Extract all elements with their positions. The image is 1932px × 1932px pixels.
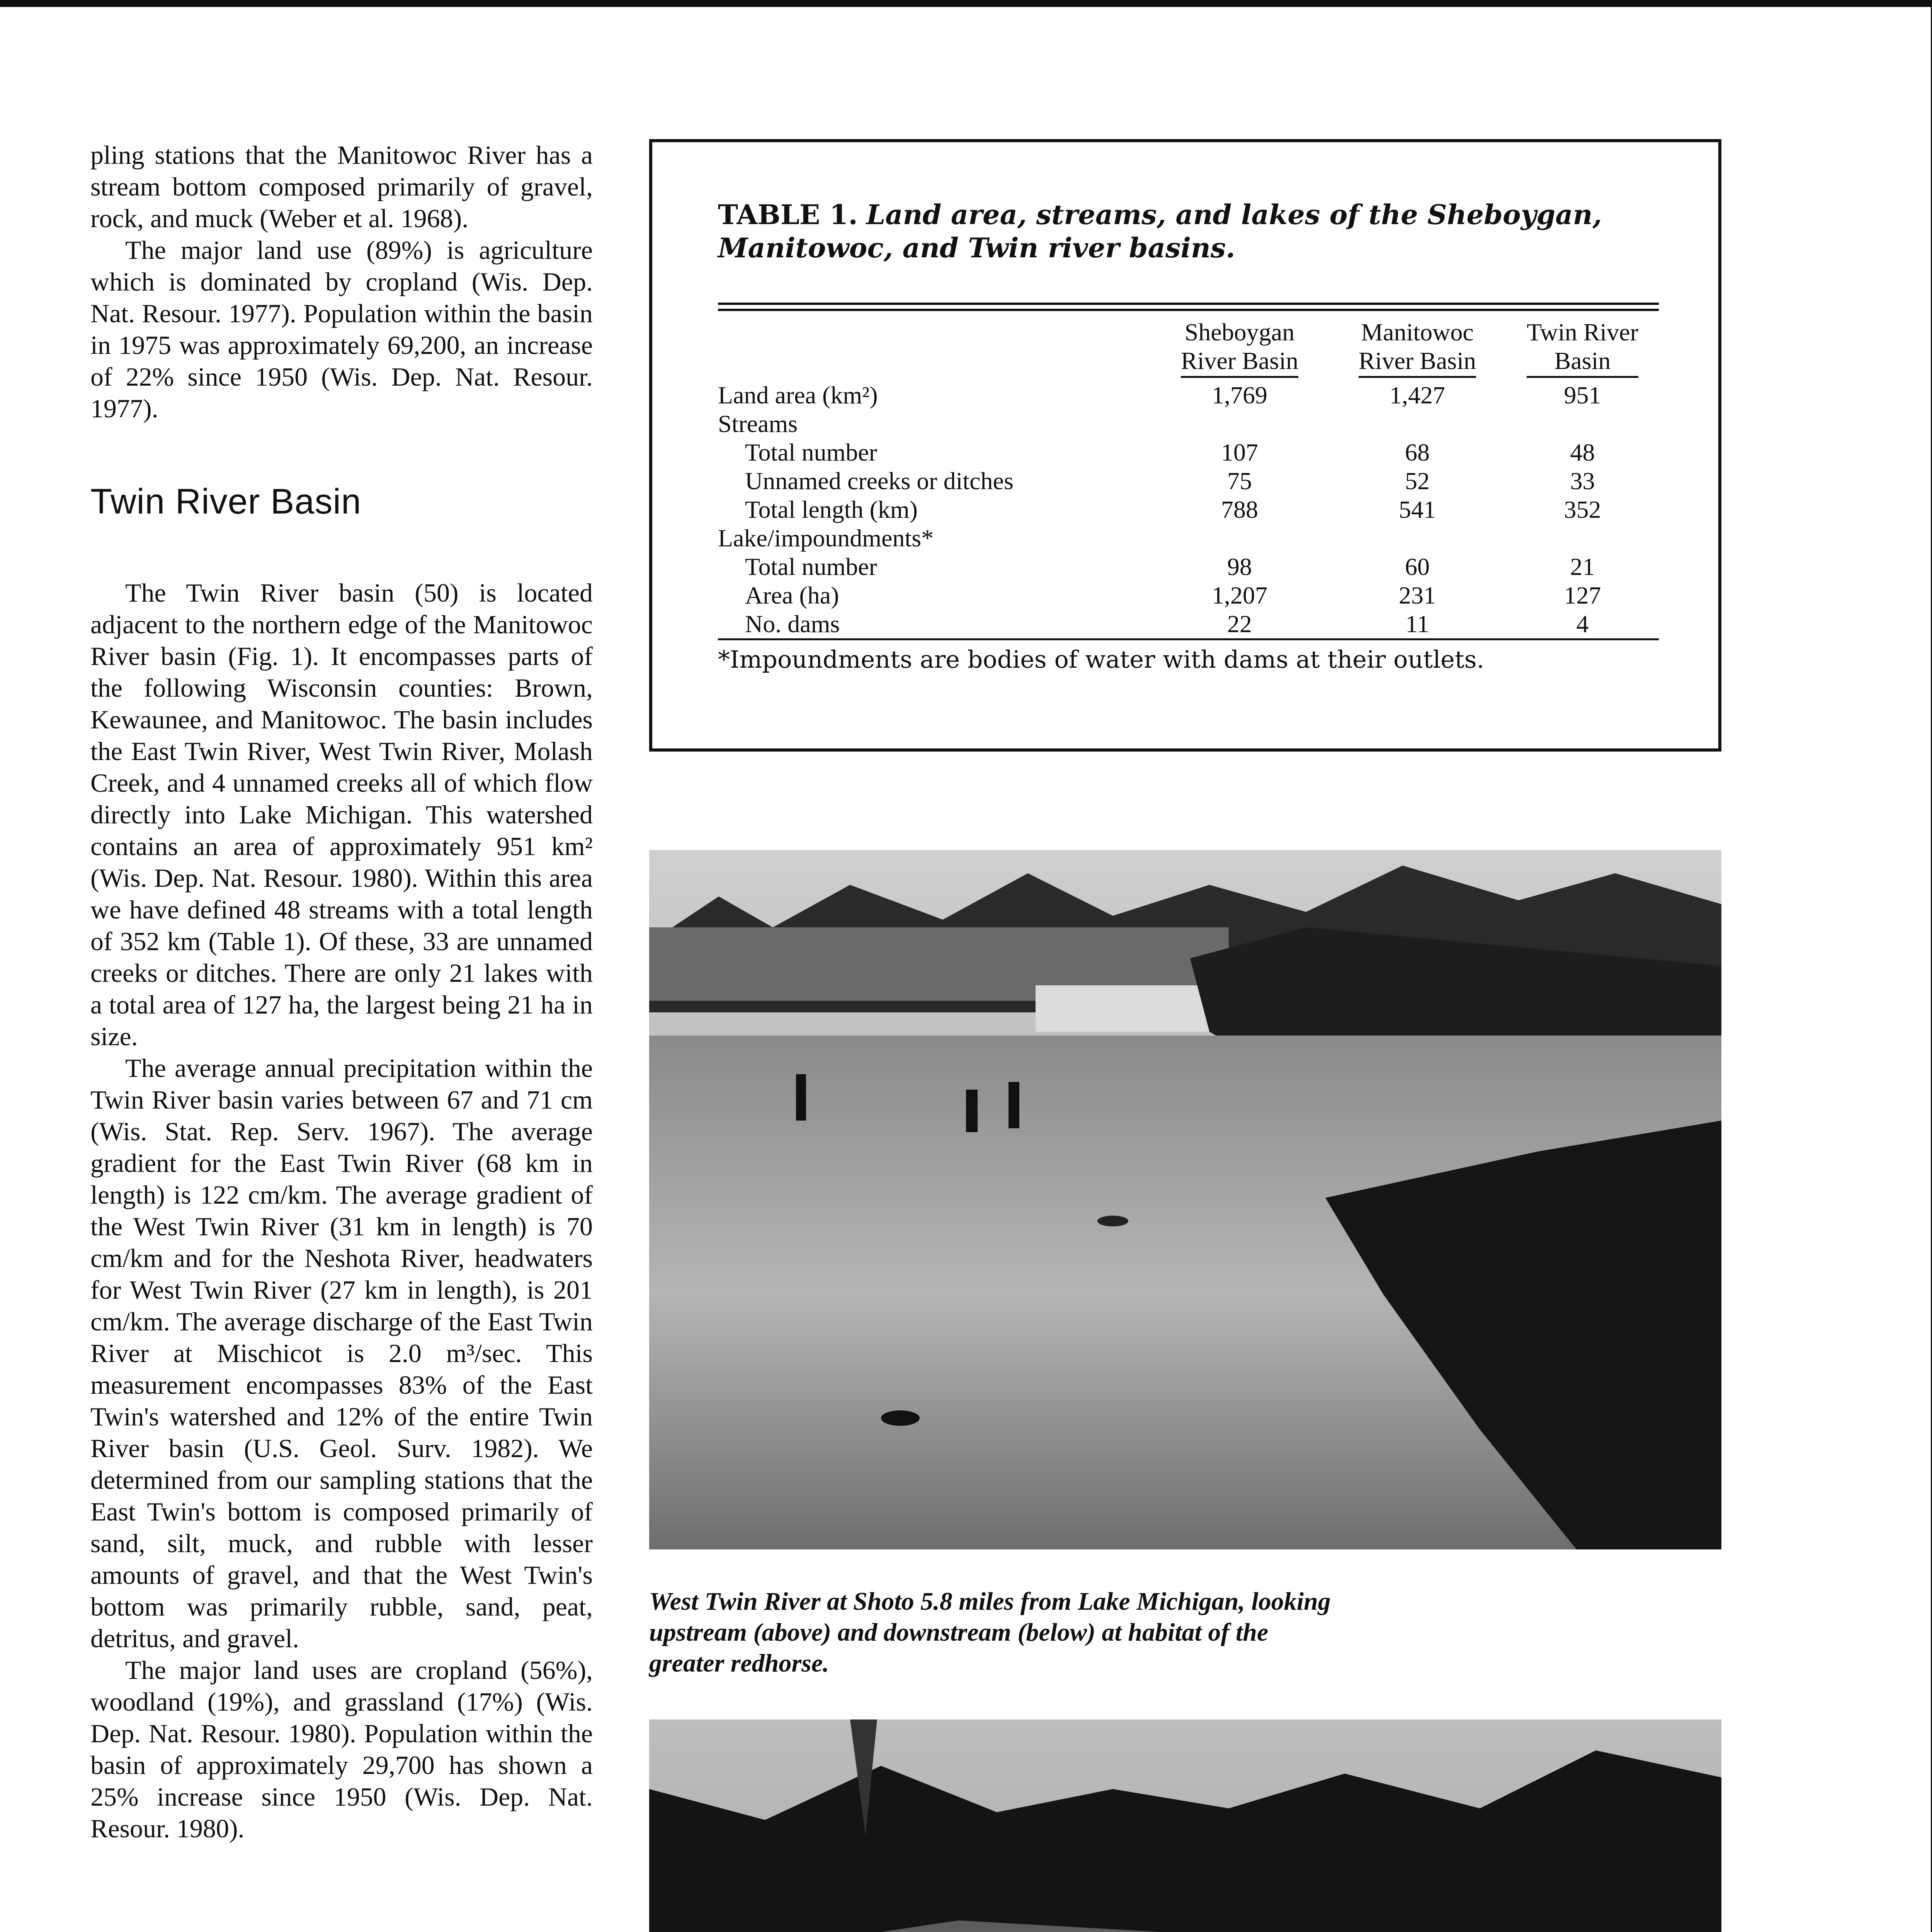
table-row: Lake/impoundments* — [718, 524, 934, 552]
section-heading: Twin River Basin — [90, 482, 362, 521]
data-table — [718, 311, 1659, 640]
photo-downstream — [649, 1719, 1721, 1932]
paragraph-4: The average annual precipitation within the Twin River basin varies between 67 and 71 cm (Wis. Stat. Rep. Serv. 1967). The average gradient for the East Twin River (68 km in length) is 122 cm/km. The average gradient of the West Twin River (31 km in length) is 70 cm/km and for the Neshota River, headwaters for West Twin River (27 km in length), is 201 cm/km. The average discharge of the East Twin River at Mischicot is 2.0 m³/sec. This measurement encompasses 83% of the East Twin's watershed and 12% of the entire Twin River basin (U.S. Geol. Surv. 1982). We determined from our sampling stations that the East Twin's bottom is composed primarily of sand, silt, muck, and rubble with lesser amounts of gravel, and that the West Twin's bottom was primarily rubble, sand, peat, detritus, and gravel. — [90, 1053, 593, 1653]
table-row: Area (ha) 1,207 231 127 — [745, 582, 1601, 609]
paragraph-2: The major land use (89%) is agriculture which is dominated by cropland (Wis. Dep. Nat. Resour. 1977). Population within the basin in 1975 was approximately 69,200, an increase of 22% since 1950 (Wis. Dep. Nat. Resour. 1977). — [90, 235, 593, 423]
table-wrapper — [718, 303, 1659, 675]
table-header-row — [718, 311, 1659, 378]
table-row: Land area (km²) 1,769 1,427 951 — [718, 381, 1601, 409]
table-1-box — [649, 139, 1721, 752]
table-row: Unnamed creeks or ditches 75 52 33 — [745, 467, 1595, 495]
table-caption — [718, 198, 1665, 265]
table-label: TABLE 1. — [718, 199, 858, 231]
table-row: Total number 107 68 48 — [745, 439, 1595, 466]
header-manitowoc: Manitowoc River Basin — [1328, 311, 1506, 378]
table-caption-text: Land area, streams, and lakes of the Sheboygan, Manitowoc, and Twin river basins. — [718, 199, 1602, 264]
header-sheboygan: Sheboygan River Basin — [1151, 311, 1328, 378]
photo-downstream-illustration — [649, 1719, 1721, 1932]
photo-upstream — [649, 850, 1721, 1549]
photo-upstream-illustration — [649, 850, 1721, 1549]
table-row: Total number 98 60 21 — [745, 553, 1595, 580]
paragraph-1: pling stations that the Manitowoc River has a stream bottom composed primarily of gravel, rock, and muck (Weber et al. 1968). — [90, 140, 593, 233]
table-footnote: *Impoundments are bodies of water with dams at their outlets. — [718, 645, 1485, 673]
paragraph-5: The major land uses are cropland (56%), woodland (19%), and grassland (17%) (Wis. Dep. Nat. Resour. 1980). Population within the basin of approximately 29,700 has shown a 25% increase since 1950 (Wis. Dep. Nat. Resour. 1980). — [90, 1655, 593, 1843]
table-row: No. dams 22 11 4 — [718, 610, 1659, 639]
left-text-column — [90, 139, 593, 1844]
table-top-rule — [718, 303, 1659, 311]
table-row: Total length (km) 788 541 352 — [745, 496, 1601, 523]
top-border — [0, 0, 1932, 7]
header-twin-river: Twin River Basin — [1506, 311, 1659, 378]
paragraph-3: The Twin River basin (50) is located adjacent to the northern edge of the Manitowoc River basin (Fig. 1). It encompasses parts of the following Wisconsin counties: Brown, Kewaunee, and Manitowoc. The basin includes the East Twin River, West Twin River, Molash Creek, and 4 unnamed creeks all of which flow directly into Lake Michigan. This watershed contains an area of approximately 951 km² (Wis. Dep. Nat. Resour. 1980). Within this area we have defined 48 streams with a total length of 352 km (Table 1). Of these, 33 are unnamed creeks or ditches. There are only 21 lakes with a total area of 127 ha, the largest being 21 ha in size. — [90, 578, 593, 1051]
table-row: Streams — [718, 410, 798, 437]
photo-caption: West Twin River at Shoto 5.8 miles from Lake Michigan, looking upstream (above) and downstream (below) at habitat of the greater redhorse. — [649, 1587, 1331, 1677]
